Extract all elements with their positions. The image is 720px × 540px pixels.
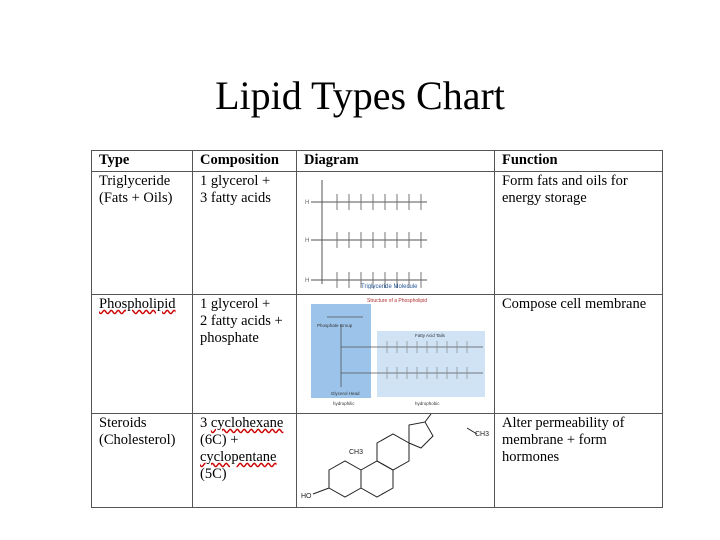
composition-line: phosphate [200,330,259,346]
composition-line: 2 fatty acids + [200,313,283,329]
composition-line: (5C) [200,466,227,482]
ho-label: HO [301,493,312,500]
cyclohexane-word: cyclohexane [210,415,284,431]
cell-function [495,414,663,508]
ch3-label: CH3 [349,449,364,456]
cell-diagram [297,172,495,295]
function-line: energy storage [502,190,587,206]
cell-type [92,414,193,508]
lipid-types-table [91,150,663,508]
svg-text:H: H [305,278,310,284]
table-row-phospholipid [92,295,663,414]
type-line: Phospholipid [99,296,176,312]
glycerol-head-label: Glycerol Head [331,391,360,396]
cholesterol-diagram [297,414,493,502]
cell-diagram [297,295,495,414]
header-diagram: Diagram [297,151,495,172]
cell-function [495,172,663,295]
hydrophilic-label: hydrophilic [333,401,355,406]
table-row-triglyceride [92,172,663,295]
svg-text:H: H [305,238,310,244]
composition-line: 3 cyclohexane [200,415,284,431]
function-line: hormones [502,449,560,465]
page-title: Lipid Types Chart [215,73,505,118]
composition-line: cyclopentane [200,449,277,465]
function-line: Compose cell membrane [502,296,647,312]
type-line: (Cholesterol) [99,432,176,448]
function-line: Alter permeability of [502,415,625,431]
header-type: Type [92,151,193,172]
phospholipid-diagram [297,295,493,408]
cell-type [92,172,193,295]
composition-line: 1 glycerol + [200,296,271,312]
fatty-acid-tail-region [377,331,485,397]
composition-line: (6C) + [200,432,239,448]
table-header-row [92,151,663,172]
cell-composition [193,172,297,295]
header-function: Function [495,151,663,172]
cell-composition [193,414,297,508]
function-line: Form fats and oils for [502,173,628,189]
phospholipid-diagram-title: Structure of a Phospholipid [367,298,428,304]
function-line: membrane + form [502,432,607,448]
hydrophobic-label: hydrophobic [415,401,440,406]
table-row-steroids [92,414,663,508]
type-line: (Fats + Oils) [99,190,173,206]
type-line: Steroids [99,415,147,431]
composition-line: 3 fatty acids [200,190,271,206]
svg-text:H: H [305,200,310,206]
phosphate-group-label: Phosphate Group [317,323,353,328]
triglyceride-caption: Triglyceride Molecule [361,284,418,289]
type-line: Triglyceride [99,173,171,189]
header-composition: Composition [193,151,297,172]
composition-line: 1 glycerol + [200,173,271,189]
cell-diagram [297,414,495,508]
triglyceride-diagram [297,172,493,289]
ch3-label: CH3 [475,431,490,438]
fatty-acid-tails-label: Fatty Acid Tails [415,333,445,338]
cell-type [92,295,193,414]
cell-composition [193,295,297,414]
cell-function [495,295,663,414]
